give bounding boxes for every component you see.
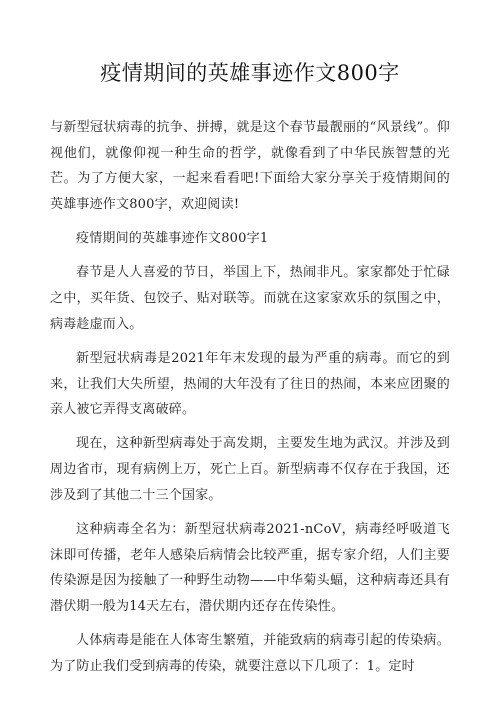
essay-heading: 疫情期间的英雄事迹作文800字1 (76, 231, 269, 247)
body-paragraph: 这种病毒全名为：新型冠状病毒2021-nCoV，病毒经呼吸道飞沫即可传播，老年人感染后病情会比较严重，据专家介绍，人们主要传染源是因为接触了一种野生动物——中华菊头蝠，这种病毒还具有潜伏期一般为14天左右，潜伏期内还存在传染性。 (50, 521, 450, 614)
intro-paragraph: 与新型冠状病毒的抗争、拼搏，就是这个春节最靓丽的“风景线”。仰视他们，就像仰视一种生命的哲学，就像看到了中华民族智慧的光芒。为了方便大家，一起来看看吧!下面给大家分享关于疫情期间的英雄事迹作文800字，欢迎阅读! (50, 120, 450, 213)
body-paragraph: 新型冠状病毒是2021年年末发现的最为严重的病毒。而它的到来，让我们大失所望，热闹的大年没有了往日的热闹，本来应团聚的亲人被它弄得支离破碎。 (50, 350, 450, 418)
document-body (50, 115, 450, 688)
body-paragraph: 春节是人人喜爱的节日，举国上下，热闹非凡。家家都处于忙碌之中，买年货、包饺子、贴对联等。而就在这家家欢乐的氛围之中，病毒趁虚而入。 (50, 265, 450, 332)
document-title: 疫情期间的英雄事迹作文800字 (100, 61, 400, 85)
body-paragraph: 人体病毒是能在人体寄生繁殖，并能致病的病毒引起的传染病。为了防止我们受到病毒的传染，就要注意以下几项了：1。定时 (50, 633, 450, 674)
body-paragraph: 现在，这种新型病毒处于高发期，主要发生地为武汉。并涉及到周边省市，现有病例上万，死亡上百。新型病毒不仅存在于我国，还涉及到了其他二十三个国家。 (50, 436, 450, 503)
